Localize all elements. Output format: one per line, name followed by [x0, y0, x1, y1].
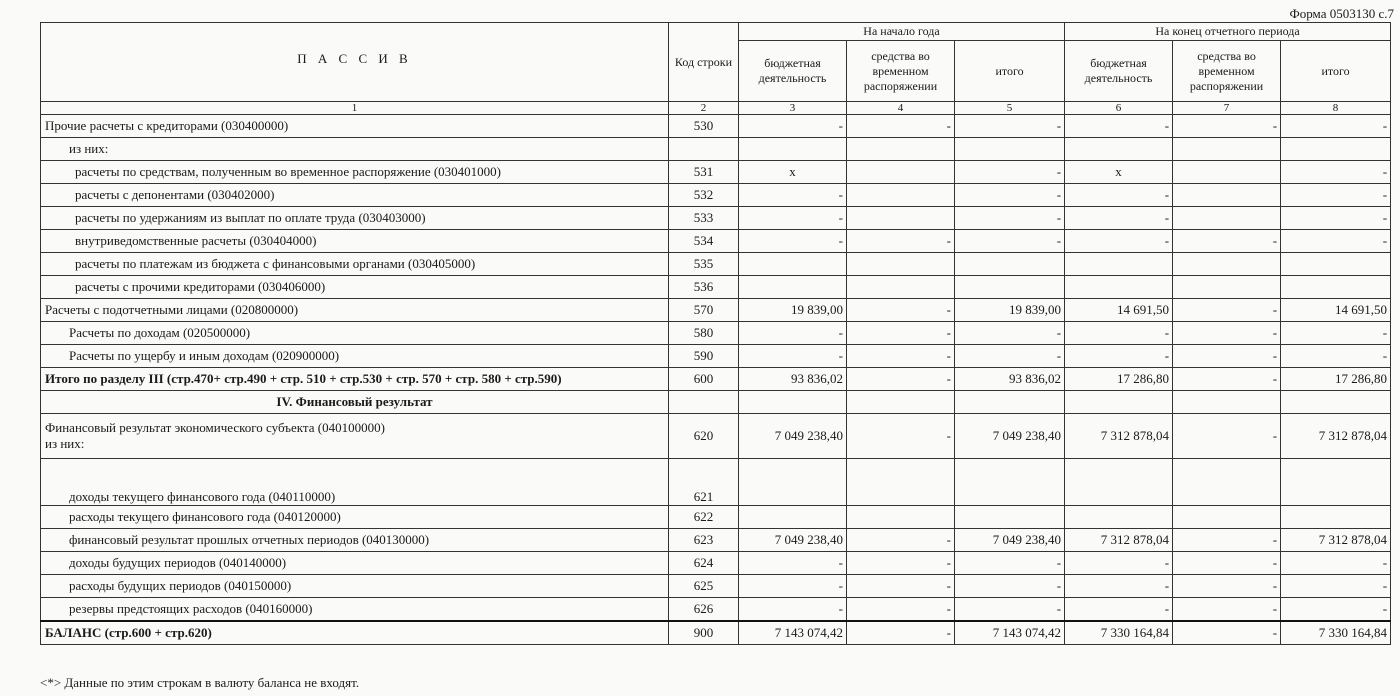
row-code: 535: [669, 253, 739, 276]
value-cell: -: [1065, 345, 1173, 368]
value-cell: -: [1281, 345, 1391, 368]
column-number: 2: [669, 102, 739, 115]
table-row: [41, 598, 1391, 622]
value-cell: -: [739, 230, 847, 253]
value-cell: 7 312 878,04: [1065, 414, 1173, 459]
value-cell: 7 143 074,42: [739, 621, 847, 645]
row-label: Расчеты с подотчетными лицами (020800000): [41, 299, 669, 322]
row-label: расчеты по платежам из бюджета с финансовыми органами (030405000): [41, 253, 669, 276]
value-cell: -: [847, 552, 955, 575]
row-label: расчеты с прочими кредиторами (030406000): [41, 276, 669, 299]
value-cell: x: [1065, 161, 1173, 184]
table-row: [41, 345, 1391, 368]
value-cell: -: [955, 230, 1065, 253]
of-them-label: из них:: [45, 436, 85, 451]
row-code: 531: [669, 161, 739, 184]
footnote: <*> Данные по этим строкам в валюту баланса не входят.: [40, 675, 360, 690]
value-cell: [955, 253, 1065, 276]
value-cell: [847, 207, 955, 230]
value-cell: 17 286,80: [1281, 368, 1391, 391]
table-row: [41, 322, 1391, 345]
row-label: доходы будущих периодов (040140000): [41, 552, 669, 575]
form-code: Форма 0503130 с.7: [1289, 6, 1394, 21]
total-header-end: итого: [1281, 41, 1391, 102]
row-code: 623: [669, 529, 739, 552]
row-code: 600: [669, 368, 739, 391]
row-label: доходы текущего финансового года (040110000): [41, 459, 669, 506]
column-number: 4: [847, 102, 955, 115]
budget-header-end: бюджетная деятельность: [1065, 41, 1173, 102]
table-row: [41, 529, 1391, 552]
value-cell: [1173, 506, 1281, 529]
row-code: [669, 138, 739, 161]
row-label: Итого по разделу III (стр.470+ стр.490 + стр. 510 + стр.530 + стр. 570 + стр. 580 + стр.590): [41, 368, 669, 391]
column-number: 6: [1065, 102, 1173, 115]
column-number: 3: [739, 102, 847, 115]
row-label: расчеты с депонентами (030402000): [41, 184, 669, 207]
table-row: [41, 138, 1391, 161]
value-cell: [1065, 506, 1173, 529]
value-cell: [1281, 459, 1391, 506]
value-cell: [739, 138, 847, 161]
value-cell: -: [1281, 575, 1391, 598]
value-cell: -: [1173, 414, 1281, 459]
value-cell: -: [847, 368, 955, 391]
value-cell: 93 836,02: [739, 368, 847, 391]
table-row: [41, 459, 1391, 506]
value-cell: -: [1173, 621, 1281, 645]
row-label: расходы будущих периодов (040150000): [41, 575, 669, 598]
empty-cell: [739, 391, 847, 414]
value-cell: -: [1173, 345, 1281, 368]
value-cell: [1173, 459, 1281, 506]
row-code: 621: [669, 459, 739, 506]
value-cell: [1065, 459, 1173, 506]
value-cell: [847, 138, 955, 161]
row-label: расчеты по средствам, полученным во временное распоряжение (030401000): [41, 161, 669, 184]
value-cell: -: [955, 184, 1065, 207]
value-cell: -: [1173, 299, 1281, 322]
value-cell: -: [847, 598, 955, 622]
value-cell: -: [1281, 552, 1391, 575]
value-cell: -: [1065, 230, 1173, 253]
table-row: [41, 161, 1391, 184]
value-cell: 19 839,00: [955, 299, 1065, 322]
row-code: 534: [669, 230, 739, 253]
table-row: [41, 368, 1391, 391]
value-cell: -: [739, 207, 847, 230]
value-cell: 93 836,02: [955, 368, 1065, 391]
balance-row: [41, 621, 1391, 645]
value-cell: [847, 459, 955, 506]
value-cell: -: [1281, 184, 1391, 207]
row-label: финансовый результат прошлых отчетных периодов (040130000): [41, 529, 669, 552]
value-cell: -: [739, 575, 847, 598]
value-cell: [1065, 253, 1173, 276]
row-label: резервы предстоящих расходов (040160000): [41, 598, 669, 622]
value-cell: -: [847, 299, 955, 322]
value-cell: [739, 276, 847, 299]
row-code: 570: [669, 299, 739, 322]
value-cell: [739, 459, 847, 506]
value-cell: 14 691,50: [1281, 299, 1391, 322]
table-row: [41, 253, 1391, 276]
table-row: [41, 115, 1391, 138]
value-cell: 7 143 074,42: [955, 621, 1065, 645]
value-cell: [847, 161, 955, 184]
value-cell: [1173, 253, 1281, 276]
row-label: [41, 414, 669, 459]
value-cell: -: [1173, 322, 1281, 345]
value-cell: 17 286,80: [1065, 368, 1173, 391]
value-cell: [955, 138, 1065, 161]
row-code: 625: [669, 575, 739, 598]
value-cell: -: [955, 575, 1065, 598]
empty-cell: [669, 391, 739, 414]
value-cell: -: [1173, 115, 1281, 138]
value-cell: -: [955, 345, 1065, 368]
value-cell: [739, 253, 847, 276]
row-label: из них:: [41, 138, 669, 161]
value-cell: -: [847, 529, 955, 552]
value-cell: 7 049 238,40: [955, 414, 1065, 459]
row-code: 536: [669, 276, 739, 299]
table-row: [41, 575, 1391, 598]
value-cell: 7 330 164,84: [1065, 621, 1173, 645]
value-cell: [1173, 276, 1281, 299]
value-cell: -: [847, 345, 955, 368]
value-cell: -: [1065, 115, 1173, 138]
value-cell: [847, 506, 955, 529]
value-cell: [847, 253, 955, 276]
balance-liabilities-table: [40, 22, 1391, 645]
value-cell: -: [739, 345, 847, 368]
value-cell: -: [739, 552, 847, 575]
passiv-header: П А С С И В: [41, 23, 669, 102]
row-label: Расчеты по доходам (020500000): [41, 322, 669, 345]
row-label: расчеты по удержаниям из выплат по оплате труда (030403000): [41, 207, 669, 230]
main-label: Финансовый результат экономического субъекта (040100000): [45, 420, 385, 435]
value-cell: -: [1065, 575, 1173, 598]
table-row: [41, 552, 1391, 575]
column-number: 5: [955, 102, 1065, 115]
start-year-header: На начало года: [739, 23, 1065, 41]
empty-cell: [1173, 391, 1281, 414]
empty-cell: [847, 391, 955, 414]
column-number: 8: [1281, 102, 1391, 115]
table-row: [41, 506, 1391, 529]
table-row: [41, 276, 1391, 299]
value-cell: -: [847, 414, 955, 459]
value-cell: -: [1065, 598, 1173, 622]
value-cell: -: [1281, 115, 1391, 138]
value-cell: [847, 276, 955, 299]
value-cell: -: [1065, 322, 1173, 345]
value-cell: -: [1281, 207, 1391, 230]
row-code: 533: [669, 207, 739, 230]
row-code: 530: [669, 115, 739, 138]
value-cell: 7 312 878,04: [1065, 529, 1173, 552]
budget-header-start: бюджетная деятельность: [739, 41, 847, 102]
value-cell: -: [955, 207, 1065, 230]
value-cell: [847, 184, 955, 207]
value-cell: -: [739, 322, 847, 345]
value-cell: -: [1173, 598, 1281, 622]
value-cell: -: [955, 552, 1065, 575]
value-cell: -: [1281, 161, 1391, 184]
column-number: 1: [41, 102, 669, 115]
value-cell: -: [955, 161, 1065, 184]
value-cell: -: [1065, 207, 1173, 230]
value-cell: [1281, 276, 1391, 299]
value-cell: [955, 506, 1065, 529]
value-cell: 7 049 238,40: [739, 529, 847, 552]
value-cell: -: [847, 322, 955, 345]
value-cell: -: [1281, 230, 1391, 253]
row-code: 900: [669, 621, 739, 645]
value-cell: [1065, 138, 1173, 161]
row-code: 580: [669, 322, 739, 345]
value-cell: [1281, 253, 1391, 276]
section-title: IV. Финансовый результат: [41, 391, 669, 414]
value-cell: [1281, 138, 1391, 161]
temp-funds-header-start: средства во временном распоряжении: [847, 41, 955, 102]
value-cell: -: [955, 598, 1065, 622]
value-cell: 19 839,00: [739, 299, 847, 322]
row-label: Прочие расчеты с кредиторами (030400000): [41, 115, 669, 138]
value-cell: -: [1281, 322, 1391, 345]
value-cell: [1173, 161, 1281, 184]
total-header-start: итого: [955, 41, 1065, 102]
empty-cell: [1281, 391, 1391, 414]
row-code: 624: [669, 552, 739, 575]
value-cell: -: [1065, 184, 1173, 207]
table-row: [41, 207, 1391, 230]
value-cell: -: [1173, 552, 1281, 575]
row-code: 532: [669, 184, 739, 207]
value-cell: 14 691,50: [1065, 299, 1173, 322]
value-cell: -: [847, 575, 955, 598]
empty-cell: [955, 391, 1065, 414]
value-cell: -: [1281, 598, 1391, 622]
value-cell: [955, 459, 1065, 506]
value-cell: 7 330 164,84: [1281, 621, 1391, 645]
value-cell: -: [1173, 368, 1281, 391]
row-label: БАЛАНС (стр.600 + стр.620): [41, 621, 669, 645]
row-code: 620: [669, 414, 739, 459]
row-code: 626: [669, 598, 739, 622]
section-title-row: [41, 391, 1391, 414]
value-cell: 7 049 238,40: [739, 414, 847, 459]
value-cell: [1173, 138, 1281, 161]
row-code: 622: [669, 506, 739, 529]
end-period-header: На конец отчетного периода: [1065, 23, 1391, 41]
value-cell: -: [955, 322, 1065, 345]
value-cell: -: [1173, 529, 1281, 552]
value-cell: 7 049 238,40: [955, 529, 1065, 552]
value-cell: -: [1065, 552, 1173, 575]
value-cell: 7 312 878,04: [1281, 529, 1391, 552]
value-cell: x: [739, 161, 847, 184]
empty-cell: [1065, 391, 1173, 414]
value-cell: -: [847, 230, 955, 253]
value-cell: [1173, 207, 1281, 230]
value-cell: -: [739, 598, 847, 622]
value-cell: [955, 276, 1065, 299]
row-label: расходы текущего финансового года (040120000): [41, 506, 669, 529]
table-row: [41, 299, 1391, 322]
value-cell: [1281, 506, 1391, 529]
temp-funds-header-end: средства во временном распоряжении: [1173, 41, 1281, 102]
value-cell: -: [847, 115, 955, 138]
value-cell: -: [847, 621, 955, 645]
value-cell: 7 312 878,04: [1281, 414, 1391, 459]
value-cell: [739, 506, 847, 529]
row-label: внутриведомственные расчеты (030404000): [41, 230, 669, 253]
value-cell: [1173, 184, 1281, 207]
table-row: [41, 230, 1391, 253]
value-cell: -: [955, 115, 1065, 138]
row-code: 590: [669, 345, 739, 368]
code-column-header: Код строки: [669, 23, 739, 102]
value-cell: -: [1173, 575, 1281, 598]
table-row: [41, 414, 1391, 459]
row-label: Расчеты по ущербу и иным доходам (020900000): [41, 345, 669, 368]
value-cell: -: [739, 184, 847, 207]
value-cell: -: [739, 115, 847, 138]
value-cell: [1065, 276, 1173, 299]
column-number: 7: [1173, 102, 1281, 115]
value-cell: -: [1173, 230, 1281, 253]
table-row: [41, 184, 1391, 207]
